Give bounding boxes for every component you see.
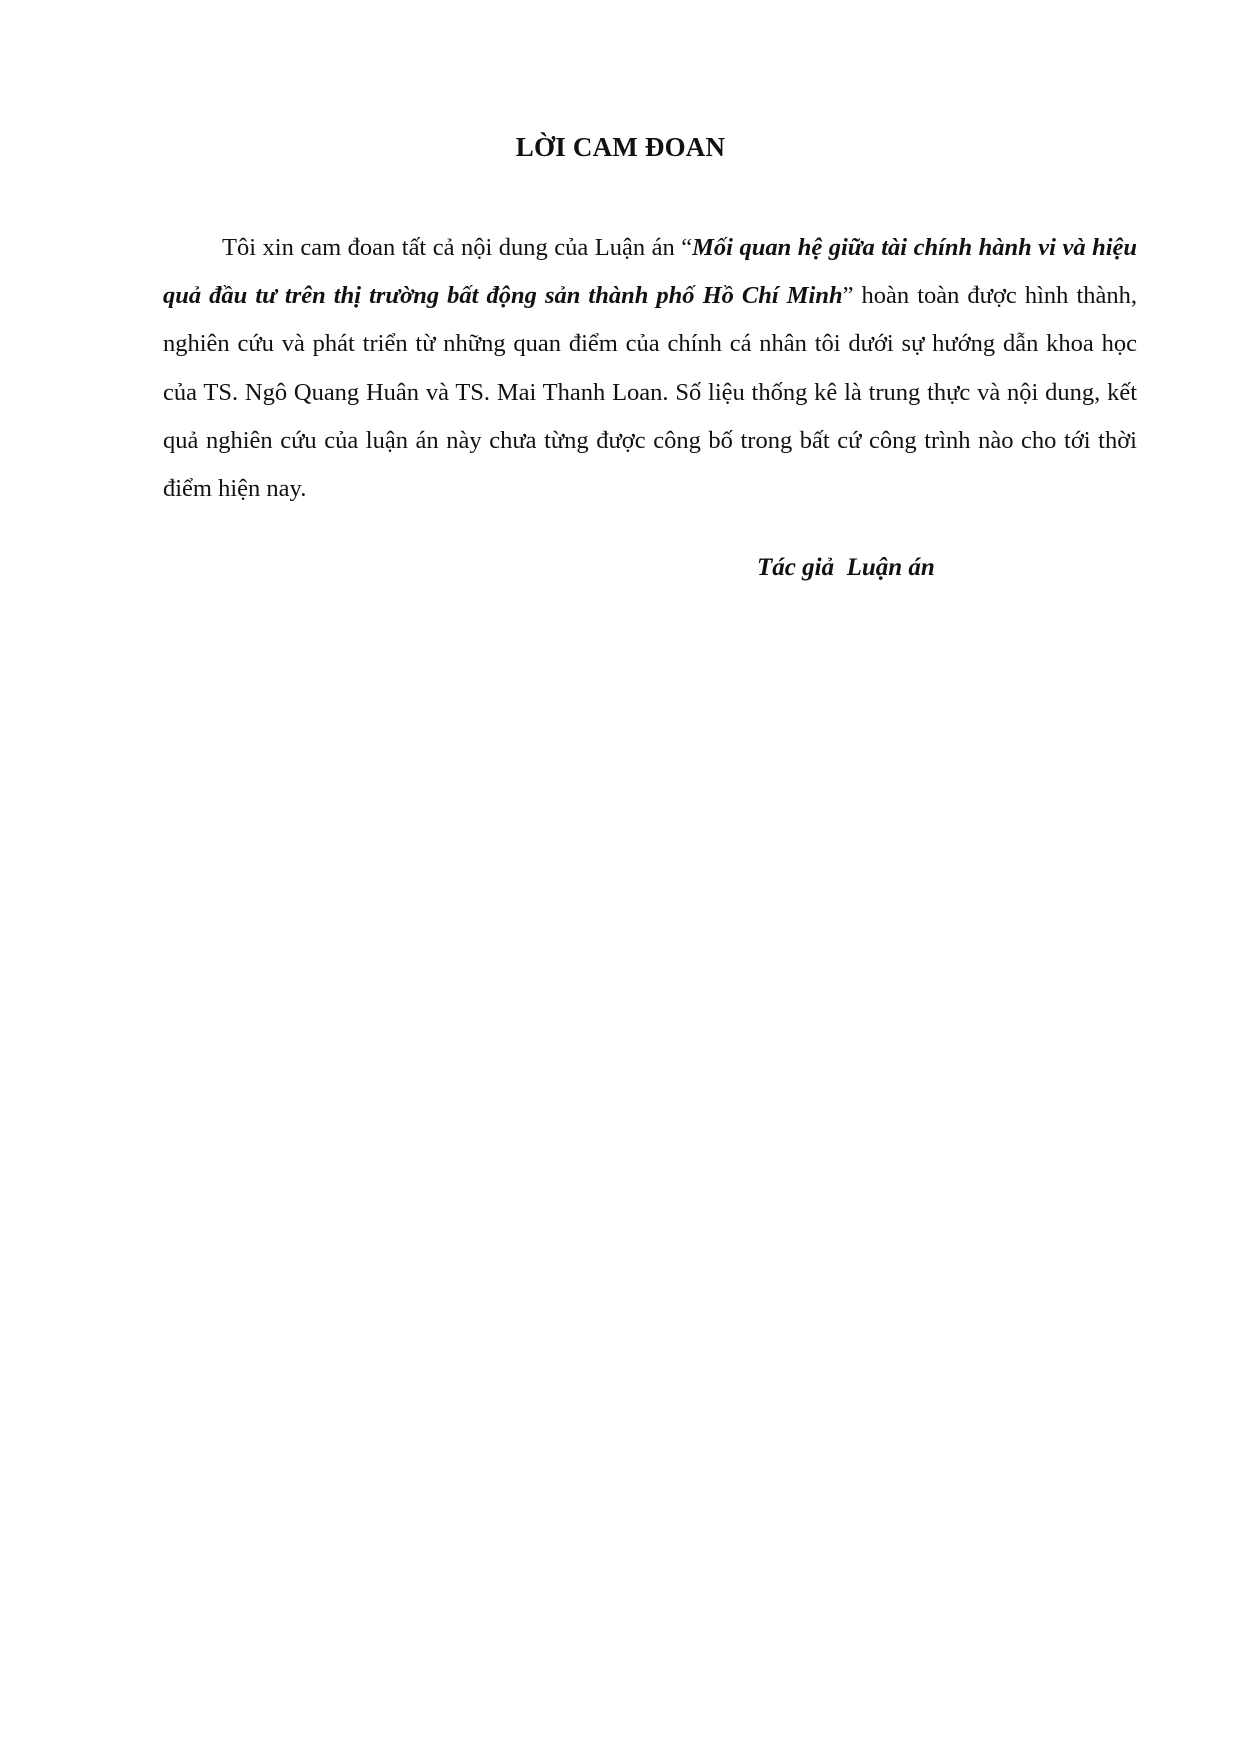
declaration-paragraph <box>163 224 1137 513</box>
page-title: LỜI CAM ĐOAN <box>515 132 726 162</box>
author-signature-line: Tác giả Luận án <box>757 554 935 581</box>
thesis-title: Mối quan hệ giữa tài chính hành vi và hiệu quả đầu tư trên thị trường bất động sản thành phố Hồ Chí Minh <box>163 234 1137 310</box>
paragraph-lead-text: Tôi xin cam đoan tất cả nội dung của Luận án “ <box>222 234 693 261</box>
paragraph-rest-text: ” hoàn toàn được hình thành, nghiên cứu và phát triển từ những quan điểm của chính cá nhân tôi dưới sự hướng dẫn khoa học của TS. Ngô Quang Huân và TS. Mai Thanh Loan. Số liệu thống kê là trung thực và nội dung, kết quả nghiên cứu của luận án này chưa từng được công bố trong bất cứ công trình nào cho tới thời điểm hiện nay. <box>163 282 1137 503</box>
